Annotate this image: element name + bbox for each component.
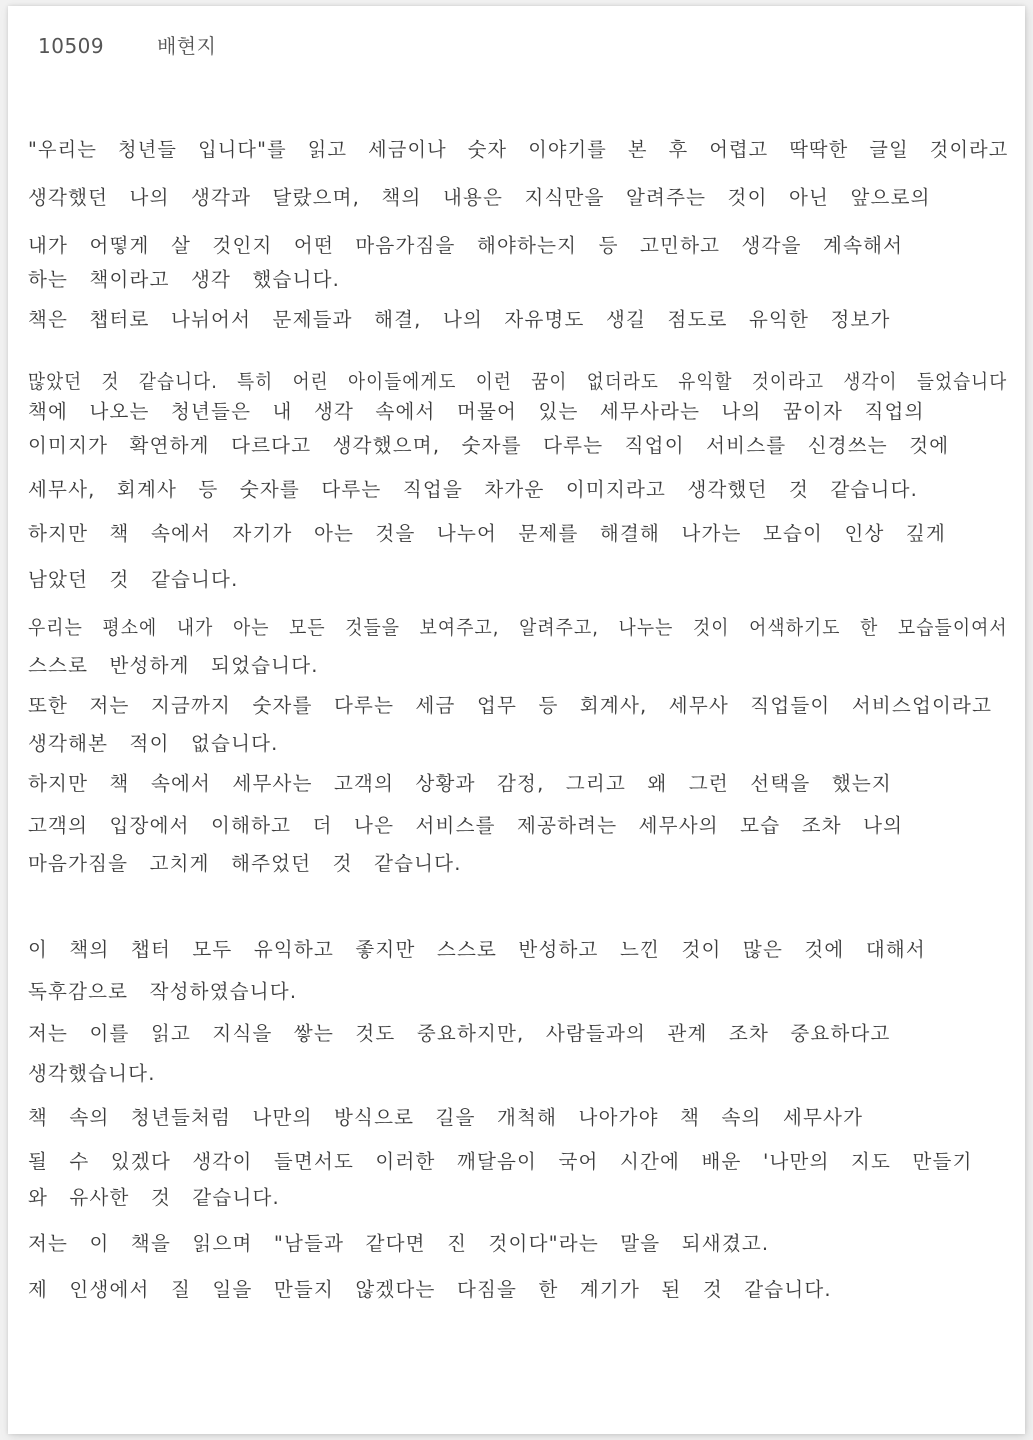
essay-line: 이 책의 챕터 모두 유익하고 좋지만 스스로 반성하고 느낀 것이 많은 것에 대해서 bbox=[28, 938, 926, 961]
essay-line: "우리는 청년들 입니다"를 읽고 세금이나 숫자 이야기를 본 후 어렵고 딱딱한 글일 것이라고 bbox=[28, 138, 1009, 161]
essay-line: 저는 이 책을 읽으며 "남들과 같다면 진 것이다"라는 말을 되새겼고. bbox=[28, 1232, 770, 1255]
essay-line: 책 속의 청년들처럼 나만의 방식으로 길을 개척해 나아가야 책 속의 세무사가 bbox=[28, 1106, 864, 1129]
essay-header bbox=[38, 30, 262, 59]
essay-line: 와 유사한 것 같습니다. bbox=[28, 1186, 280, 1209]
essay-line: 책은 챕터로 나뉘어서 문제들과 해결, 나의 자유명도 생길 점도로 유익한 정보가 bbox=[28, 308, 891, 331]
essay-line: 저는 이를 읽고 지식을 쌓는 것도 중요하지만, 사람들과의 관계 조차 중요하다고 bbox=[28, 1022, 891, 1045]
essay-line: 많았던 것 같습니다. 특히 어린 아이들에게도 이런 꿈이 없더라도 유익할 것이라고 생각이 들었습니다 bbox=[28, 370, 1008, 393]
essay-line: 생각해본 적이 없습니다. bbox=[28, 732, 279, 755]
essay-line: 생각했습니다. bbox=[28, 1062, 156, 1085]
essay-line: 책에 나오는 청년들은 내 생각 속에서 머물어 있는 세무사라는 나의 꿈이자 직업의 bbox=[28, 400, 925, 423]
student-id: 10509 bbox=[38, 34, 105, 58]
essay-line: 될 수 있겠다 생각이 들면서도 이러한 깨달음이 국어 시간에 배운 '나만의 지도 만들기 bbox=[28, 1150, 973, 1173]
essay-line: 세무사, 회계사 등 숫자를 다루는 직업을 차가운 이미지라고 생각했던 것 같습니다. bbox=[28, 478, 919, 501]
student-name: 배현지 bbox=[156, 34, 217, 58]
essay-line: 고객의 입장에서 이해하고 더 나은 서비스를 제공하려는 세무사의 모습 조차 나의 bbox=[28, 814, 904, 837]
essay-line: 이미지가 확연하게 다르다고 생각했으며, 숫자를 다루는 직업이 서비스를 신경쓰는 것에 bbox=[28, 434, 950, 457]
essay-line: 내가 어떻게 살 것인지 어떤 마음가짐을 해야하는지 등 고민하고 생각을 계속해서 bbox=[28, 234, 904, 257]
essay-line: 독후감으로 작성하였습니다. bbox=[28, 980, 298, 1003]
essay-line: 제 인생에서 질 일을 만들지 않겠다는 다짐을 한 계기가 된 것 같습니다. bbox=[28, 1278, 832, 1301]
essay-line: 하지만 책 속에서 세무사는 고객의 상황과 감정, 그리고 왜 그런 선택을 했는지 bbox=[28, 772, 892, 795]
essay-line: 우리는 평소에 내가 아는 모든 것들을 보여주고, 알려주고, 나누는 것이 어색하기도 한 모습들이여서 bbox=[28, 616, 1008, 639]
essay-line: 마음가짐을 고치게 해주었던 것 같습니다. bbox=[28, 852, 462, 875]
essay-line: 남았던 것 같습니다. bbox=[28, 568, 239, 591]
handwritten-essay-page bbox=[8, 6, 1025, 1434]
essay-line: 또한 저는 지금까지 숫자를 다루는 세금 업무 등 회계사, 세무사 직업들이 서비스업이라고 bbox=[28, 694, 993, 717]
essay-line: 하지만 책 속에서 자기가 아는 것을 나누어 문제를 해결해 나가는 모습이 인상 깊게 bbox=[28, 522, 947, 545]
essay-line: 하는 책이라고 생각 했습니다. bbox=[28, 268, 341, 291]
essay-line: 스스로 반성하게 되었습니다. bbox=[28, 654, 319, 677]
essay-line: 생각했던 나의 생각과 달랐으며, 책의 내용은 지식만을 알려주는 것이 아닌 앞으로의 bbox=[28, 186, 931, 209]
